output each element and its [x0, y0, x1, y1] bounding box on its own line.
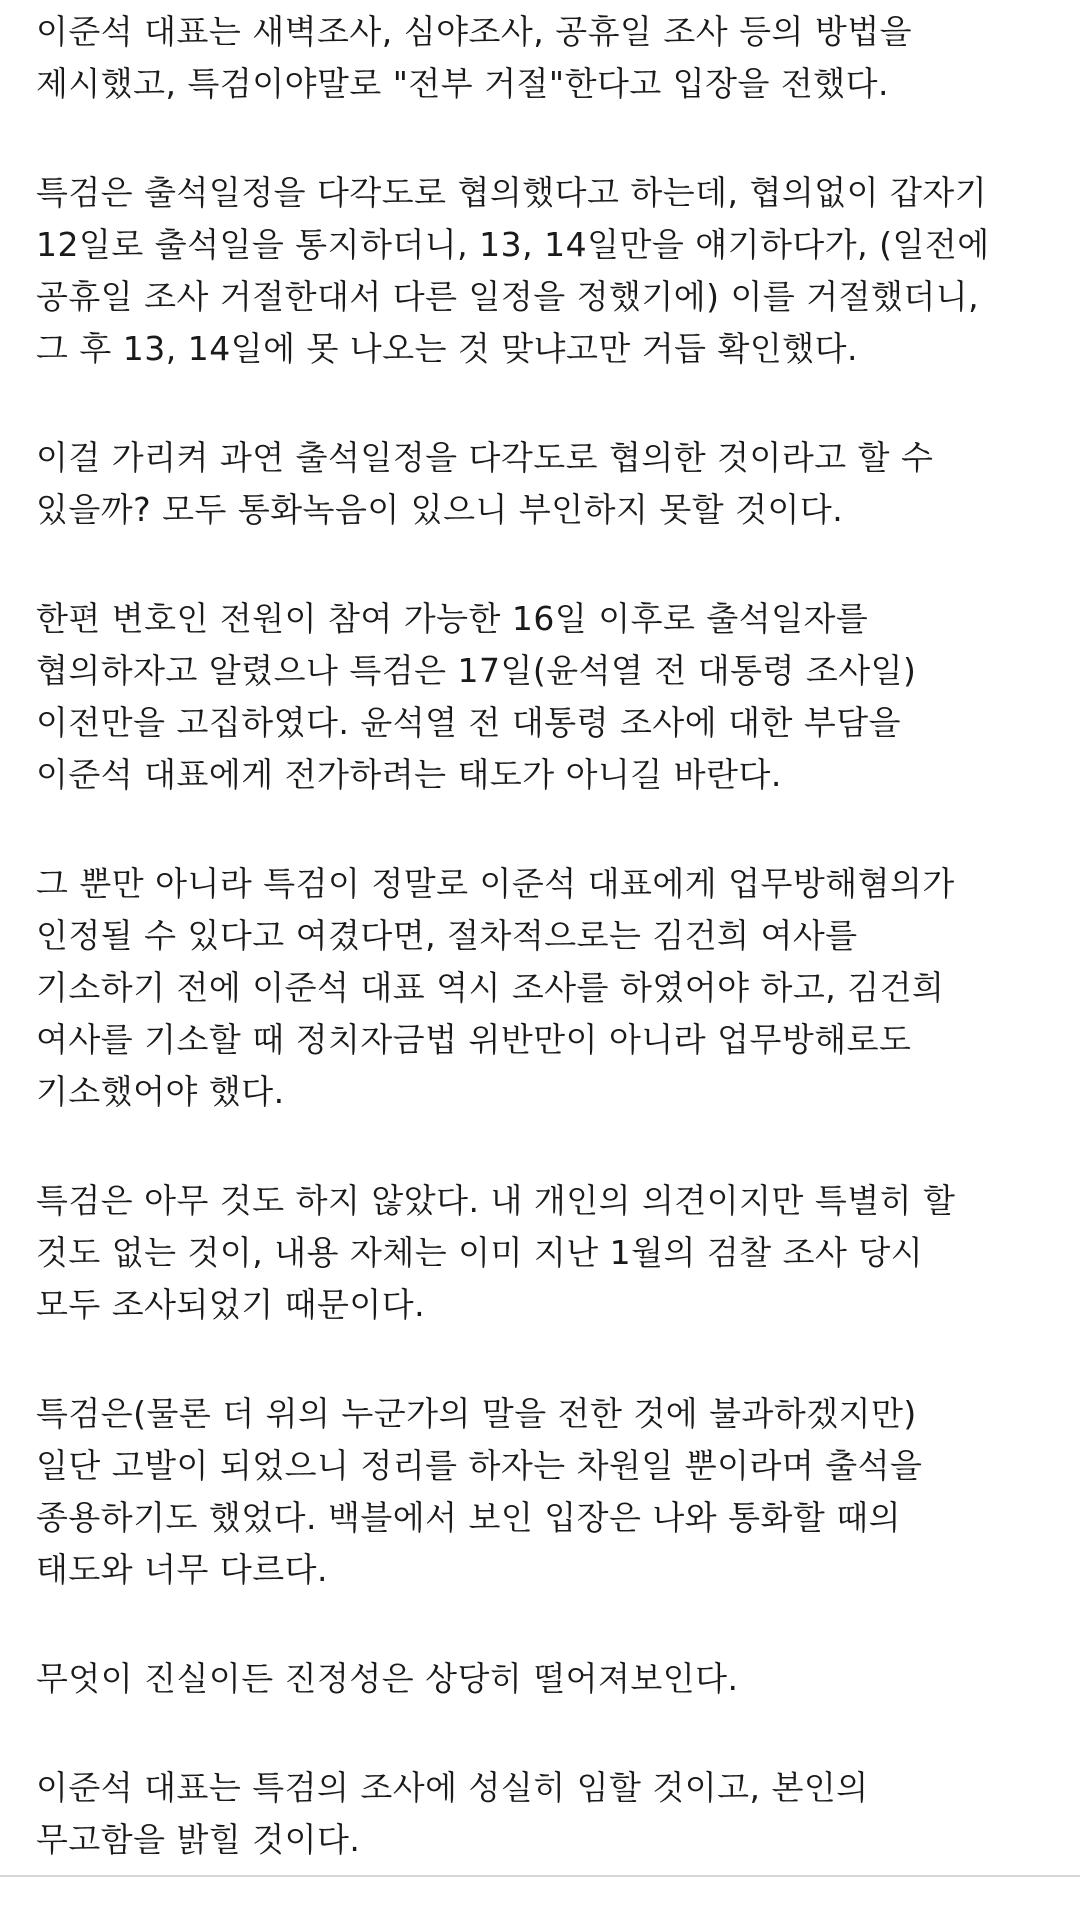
text-line: 이준석 대표에게 전가하려는 태도가 아니길 바란다. [36, 755, 782, 794]
paragraph-9 [36, 1762, 1056, 1866]
text-line: 그 후 13, 14일에 못 나오는 것 맞냐고만 거듭 확인했다. [36, 329, 859, 368]
text-line: 여사를 기소할 때 정치자금법 위반만이 아니라 업무방해로도 [36, 1020, 912, 1059]
text-line: 특검은 아무 것도 하지 않았다. 내 개인의 의견이지만 특별히 할 [36, 1181, 956, 1220]
text-line: 무엇이 진실이든 진정성은 상당히 떨어져보인다. [36, 1659, 739, 1698]
text-line: 이준석 대표는 새벽조사, 심야조사, 공휴일 조사 등의 방법을 [36, 12, 912, 51]
paragraph-1 [36, 6, 1056, 110]
text-line: 태도와 너무 다르다. [36, 1550, 328, 1589]
paragraph-6 [36, 1175, 1056, 1331]
text-line: 이전만을 고집하였다. 윤석열 전 대통령 조사에 대한 부담을 [36, 703, 901, 742]
text-line: 모두 조사되었기 때문이다. [36, 1285, 426, 1324]
text-line: 있을까? 모두 통화녹음이 있으니 부인하지 못할 것이다. [36, 490, 844, 529]
text-line: 특검은(물론 더 위의 누군가의 말을 전한 것에 불과하겠지만) [36, 1394, 917, 1433]
statement-document [36, 6, 1056, 1923]
text-line: 인정될 수 있다고 여겼다면, 절차적으로는 김건희 여사를 [36, 916, 858, 955]
text-line: 무고함을 밝힐 것이다. [36, 1820, 361, 1859]
text-line: 한편 변호인 전원이 참여 가능한 16일 이후로 출석일자를 [36, 599, 869, 638]
paragraph-5 [36, 858, 1056, 1118]
text-line: 12일로 출석일을 통지하더니, 13, 14일만을 얘기하다가, (일전에 [36, 225, 990, 264]
text-line: 일단 고발이 되었으니 정리를 하자는 차원일 뿐이라며 출석을 [36, 1446, 923, 1485]
text-line: 협의하자고 알렸으나 특검은 17일(윤석열 전 대통령 조사일) [36, 651, 917, 690]
paragraph-3 [36, 432, 1056, 536]
paragraph-7 [36, 1388, 1056, 1596]
text-line: 그 뿐만 아니라 특검이 정말로 이준석 대표에게 업무방해혐의가 [36, 864, 955, 903]
paragraph-8 [36, 1653, 1056, 1705]
text-line: 기소했어야 했다. [36, 1072, 285, 1111]
text-line: 이걸 가리켜 과연 출석일정을 다각도로 협의한 것이라고 할 수 [36, 438, 934, 477]
text-line: 이준석 대표는 특검의 조사에 성실히 임할 것이고, 본인의 [36, 1768, 869, 1807]
text-line: 공휴일 조사 거절한대서 다른 일정을 정했기에) 이를 거절했더니, [36, 277, 980, 316]
paragraph-4 [36, 593, 1056, 801]
text-line: 특검은 출석일정을 다각도로 협의했다고 하는데, 협의없이 갑자기 [36, 173, 988, 212]
text-line: 것도 없는 것이, 내용 자체는 이미 지난 1월의 검찰 조사 당시 [36, 1233, 924, 1272]
text-line: 제시했고, 특검이야말로 "전부 거절"한다고 입장을 전했다. [36, 64, 889, 103]
text-line: 기소하기 전에 이준석 대표 역시 조사를 하였어야 하고, 김건희 [36, 968, 945, 1007]
paragraph-2 [36, 167, 1056, 375]
text-line: 종용하기도 했었다. 백블에서 보인 입장은 나와 통화할 때의 [36, 1498, 901, 1537]
